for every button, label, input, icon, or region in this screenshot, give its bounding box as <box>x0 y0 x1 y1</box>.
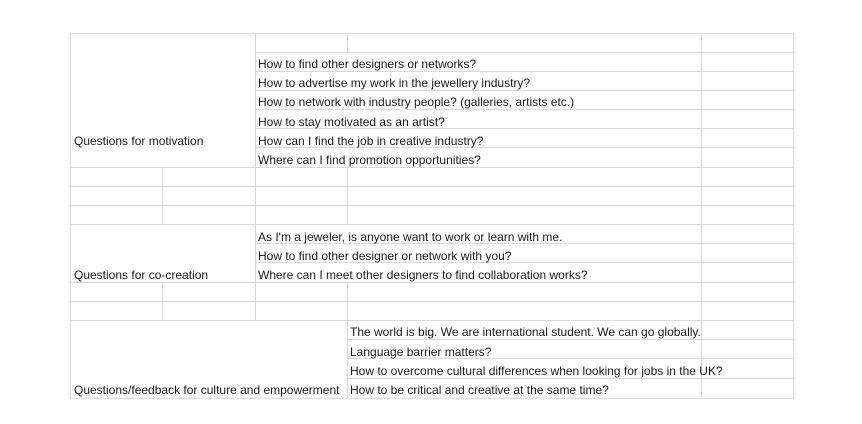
question-cell: How to network with industry people? (galleries, artists etc.) <box>258 95 575 109</box>
question-cell: How to stay motivated as an artist? <box>258 115 445 129</box>
question-cell: Where can I meet other designers to find collaboration works? <box>258 268 588 282</box>
question-cell: How to be critical and creative at the same time? <box>350 383 609 397</box>
spreadsheet-grid <box>70 33 794 399</box>
question-cell: The world is big. We are international student. We can go globally. <box>350 325 701 339</box>
section-label-culture: Questions/feedback for culture and empowerment <box>74 383 340 397</box>
question-cell: How can I find the job in creative industry? <box>258 134 484 148</box>
question-cell: Where can I find promotion opportunities? <box>258 153 481 167</box>
section-label-cocreation: Questions for co-creation <box>74 268 209 282</box>
question-cell: How to advertise my work in the jewellery industry? <box>258 76 531 90</box>
question-cell: Language barrier matters? <box>350 345 492 359</box>
question-cell: How to find other designers or networks? <box>258 57 477 71</box>
question-cell: How to overcome cultural differences when looking for jobs in the UK? <box>350 364 723 378</box>
question-cell: How to find other designer or network with you? <box>258 249 512 263</box>
question-cell: As I'm a jeweler, is anyone want to work or learn with me. <box>258 230 563 244</box>
section-label-motivation: Questions for motivation <box>74 134 204 148</box>
